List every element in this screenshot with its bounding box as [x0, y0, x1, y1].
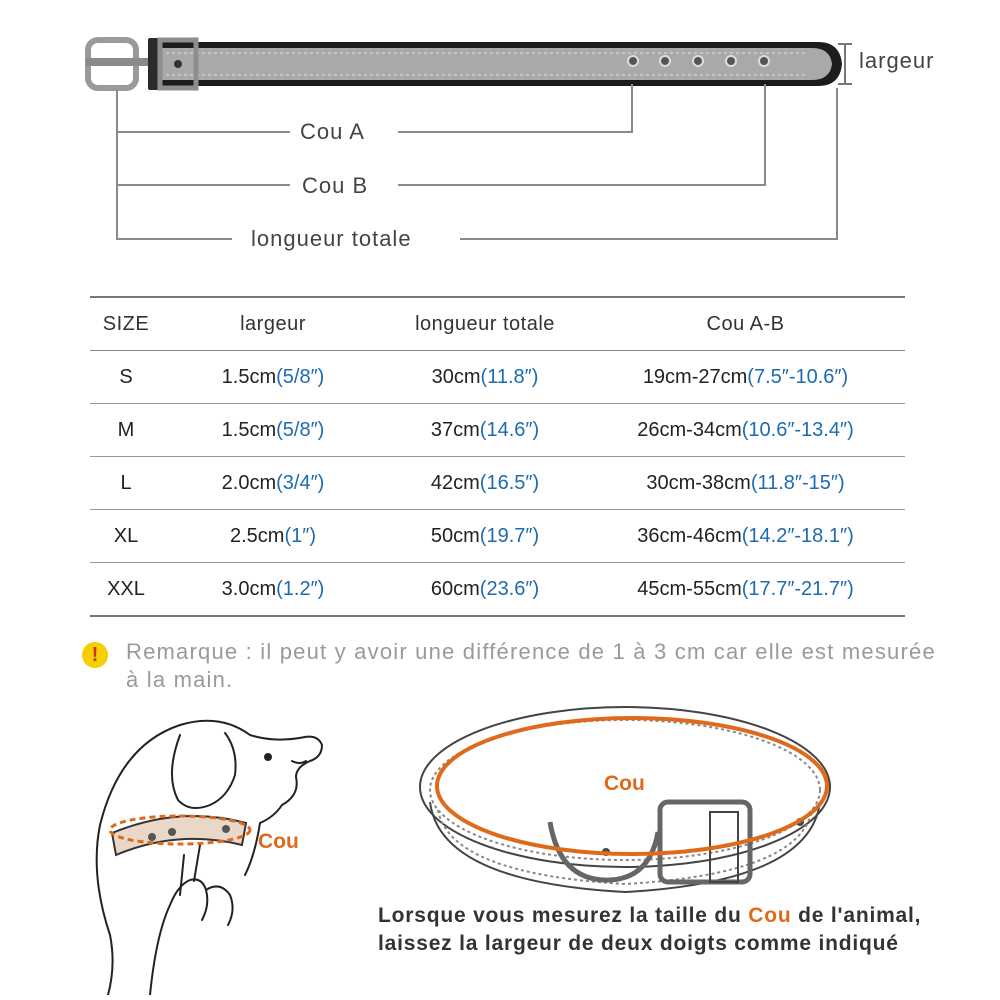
warning-icon: ! — [82, 642, 108, 668]
total-length-line — [117, 185, 232, 239]
size-cell: L — [90, 457, 162, 510]
width-cell: 1.5cm(5/8″) — [162, 351, 384, 404]
neck-cell: 19cm-27cm(7.5″-10.6″) — [586, 351, 905, 404]
dog-neck-label: Cou — [258, 830, 299, 853]
header-total-length: longueur totale — [384, 297, 586, 351]
size-cell: S — [90, 351, 162, 404]
table-row — [90, 563, 905, 617]
size-cell: XL — [90, 510, 162, 563]
dog-collar — [110, 816, 250, 855]
table-row — [90, 404, 905, 457]
neck-a-label: Cou A — [294, 119, 371, 145]
neck-cell: 36cm-46cm(14.2″-18.1″) — [586, 510, 905, 563]
total-length-label: longueur totale — [245, 226, 418, 252]
length-cell: 60cm(23.6″) — [384, 563, 586, 617]
table-row — [90, 351, 905, 404]
size-cell: M — [90, 404, 162, 457]
width-cell: 2.0cm(3/4″) — [162, 457, 384, 510]
neck-b-line — [117, 132, 290, 185]
length-cell: 42cm(16.5″) — [384, 457, 586, 510]
measurement-note: Remarque : il peut y avoir une différence de 1 à 3 cm car elle est mesurée à la main. — [126, 639, 936, 692]
length-cell: 30cm(11.8″) — [384, 351, 586, 404]
width-label: largeur — [853, 48, 940, 74]
neck-cell: 26cm-34cm(10.6″-13.4″) — [586, 404, 905, 457]
width-cell: 3.0cm(1.2″) — [162, 563, 384, 617]
neck-cell: 45cm-55cm(17.7″-21.7″) — [586, 563, 905, 617]
length-cell: 50cm(19.7″) — [384, 510, 586, 563]
collar-dimension-diagram — [0, 0, 1000, 270]
header-size: SIZE — [90, 297, 162, 351]
table-row — [90, 510, 905, 563]
measuring-instruction: Lorsque vous mesurez la taille du Cou de l'animal, laissez la largeur de deux doigts comme indiqué — [378, 904, 922, 955]
collar-strap-illustration — [86, 38, 842, 90]
collar-neck-illustration — [410, 692, 840, 902]
size-table — [90, 296, 905, 617]
width-cell: 2.5cm(1″) — [162, 510, 384, 563]
dog-neck-illustration — [60, 705, 360, 995]
table-row — [90, 457, 905, 510]
size-cell: XXL — [90, 563, 162, 617]
table-header-row — [90, 297, 905, 351]
header-width: largeur — [162, 297, 384, 351]
width-cell: 1.5cm(5/8″) — [162, 404, 384, 457]
neck-cell: 30cm-38cm(11.8″-15″) — [586, 457, 905, 510]
collar-neck-label: Cou — [604, 772, 645, 795]
header-neck: Cou A-B — [586, 297, 905, 351]
neck-b-label: Cou B — [296, 173, 374, 199]
neck-a-line — [117, 90, 290, 132]
length-cell: 37cm(14.6″) — [384, 404, 586, 457]
